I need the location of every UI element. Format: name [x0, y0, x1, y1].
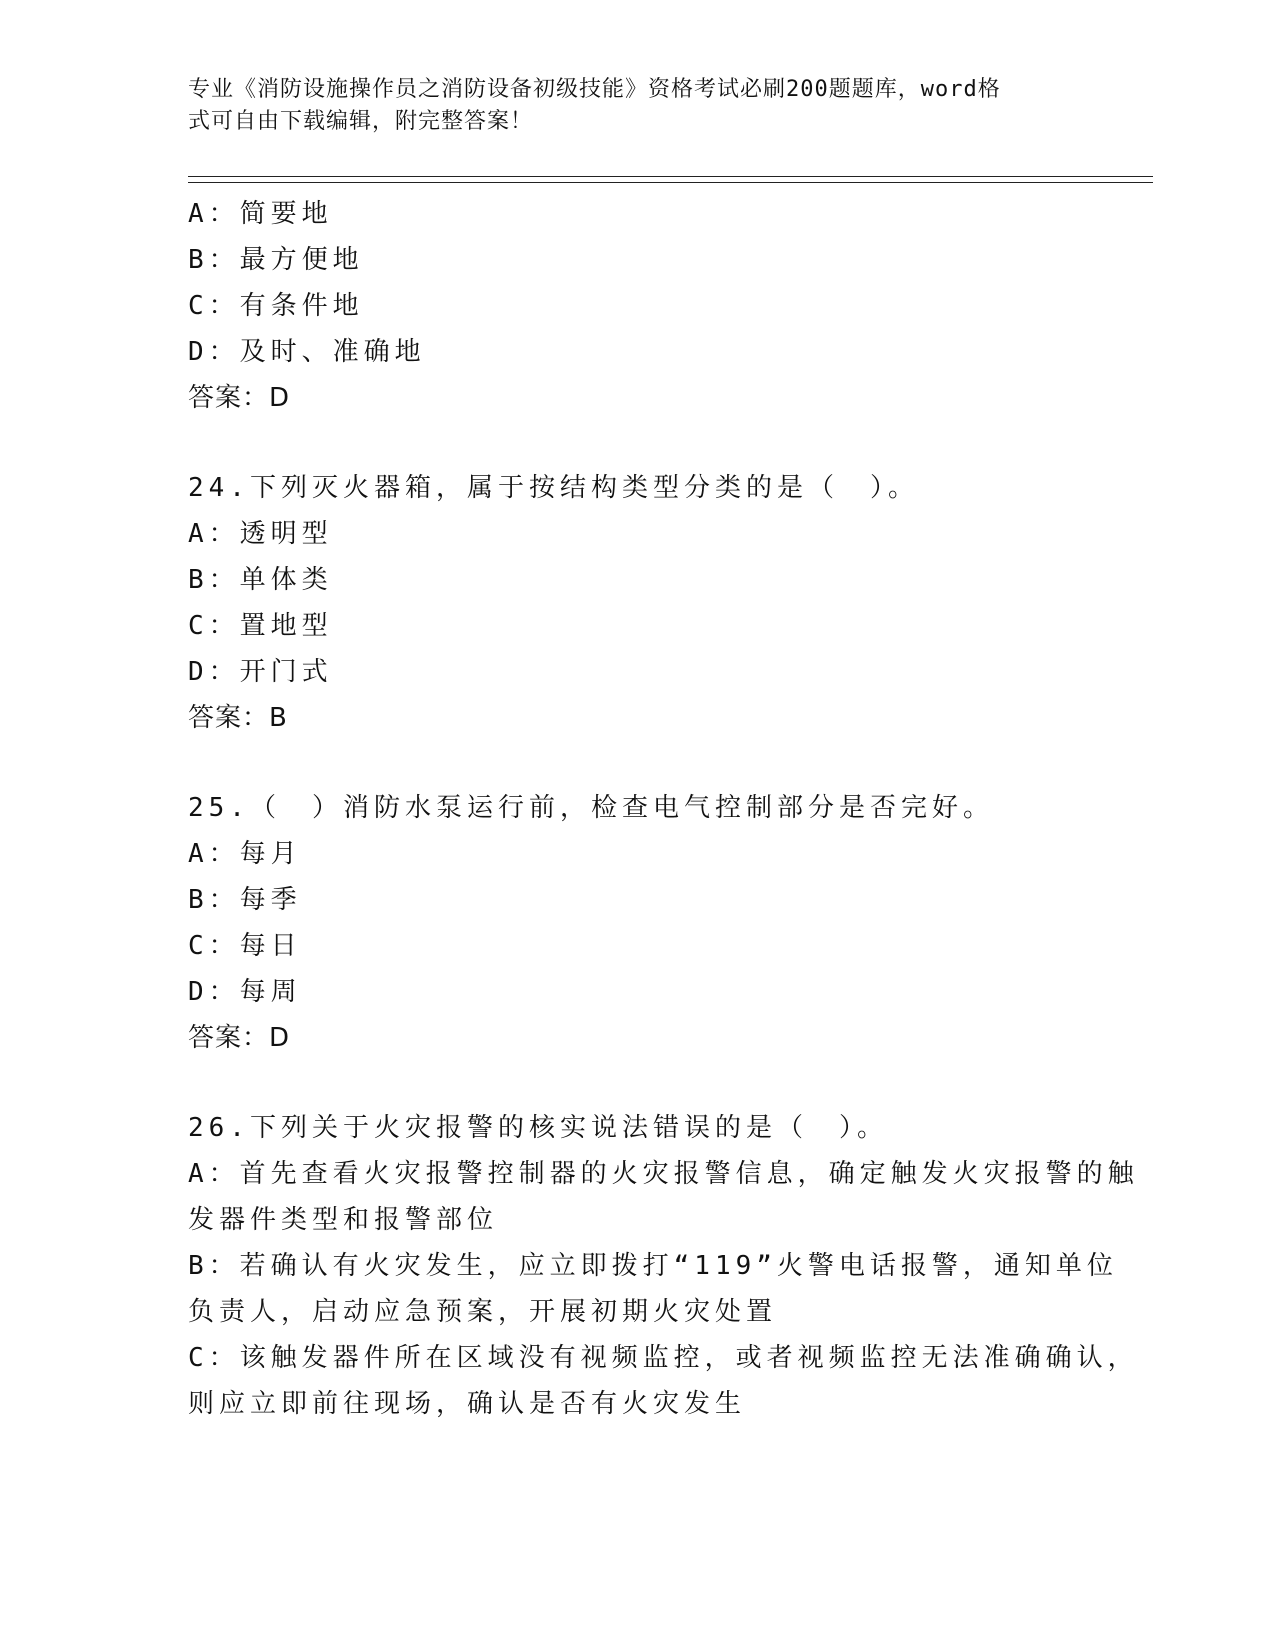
option-d: D：开门式	[188, 657, 333, 687]
option-d: D：每周	[188, 977, 302, 1007]
question-content	[188, 191, 1139, 1427]
option-d: D：及时、准确地	[188, 337, 426, 367]
question-text: 25.（ ）消防水泵运行前，检查电气控制部分是否完好。	[188, 793, 994, 823]
question-24	[188, 465, 1088, 741]
option-b-line-1: B：若确认有火灾发生，应立即拨打“119”火警电话报警，通知单位	[188, 1251, 1118, 1281]
spacer	[188, 741, 1088, 785]
answer: 答案：D	[188, 1023, 291, 1053]
option-b: B：最方便地	[188, 245, 364, 275]
option-a: A：透明型	[188, 519, 333, 549]
option-a: A：简要地	[188, 199, 333, 229]
question-25	[188, 785, 1088, 1061]
option-b-line-2: 负责人，启动应急预案，开展初期火灾处置	[188, 1297, 778, 1327]
question-26	[188, 1105, 1139, 1427]
option-c: C：有条件地	[188, 291, 364, 321]
spacer	[188, 421, 1088, 465]
option-a-line-2: 发器件类型和报警部位	[188, 1205, 499, 1235]
question-text: 24.下列灭火器箱，属于按结构类型分类的是（ ）。	[188, 473, 919, 503]
option-a: A：每月	[188, 839, 302, 869]
question-23	[188, 191, 1088, 421]
spacer	[188, 1061, 1088, 1105]
option-c: C：置地型	[188, 611, 333, 641]
option-c: C：每日	[188, 931, 302, 961]
answer: 答案：D	[188, 383, 291, 413]
header-title-line-1: 专业《消防设施操作员之消防设备初级技能》资格考试必刷200题题库，word格	[188, 77, 1001, 102]
option-c-line-1: C：该触发器件所在区域没有视频监控，或者视频监控无法准确确认，	[188, 1343, 1139, 1373]
option-a-line-1: A：首先查看火灾报警控制器的火灾报警信息，确定触发火灾报警的触	[188, 1159, 1139, 1189]
option-b: B：每季	[188, 885, 302, 915]
option-c-line-2: 则应立即前往现场，确认是否有火灾发生	[188, 1389, 747, 1419]
option-b: B：单体类	[188, 565, 333, 595]
header-title-line-2: 式可自由下载编辑，附完整答案！	[188, 109, 534, 134]
question-text: 26.下列关于火灾报警的核实说法错误的是（ ）。	[188, 1113, 888, 1143]
document-header	[188, 74, 1068, 138]
header-divider	[188, 176, 1153, 183]
answer: 答案：B	[188, 703, 288, 733]
